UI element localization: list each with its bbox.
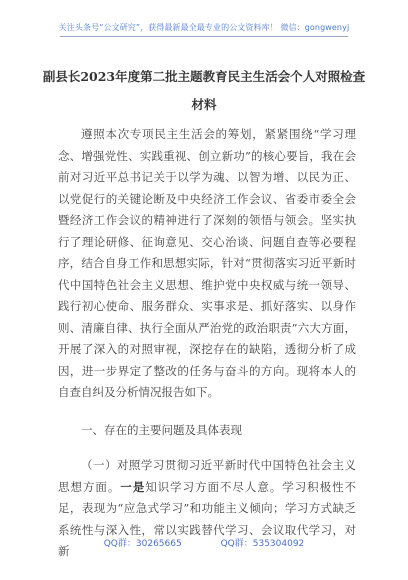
intro-paragraph: 遵照本次专项民主生活会的筹划，紧紧围绕“学习理念、增强党性、实践重视、创立新功”的核心要旨，我在会前对习近平总书记关于以学为魂、以智为增、以民为正、以党促行的关键论断及中央经济工作会议、省委市委全会暨经济工作会议的精神进行了深刻的领悟与领会。坚实执行了理论研修、征询意见、交心治谈、问题自查等必要程序，结合自身工作和思想实际，针对“贯彻落实习近平新时代中国特色社会主义思想、维护党中央权威与统一领导、践行初心使命、服务群众、实事求是、抓好落实、以身作则、清廉自律、执行全面从严治党的政治职责”六大方面，开展了深入的对照审视，深挖存在的缺陷，透彻分析了成因，进一步界定了整改的任务与奋斗的方向。现将本人的自查自纠及分析情况报告如下。	[58, 127, 356, 399]
section-heading: 一、存在的主要问题及具体表现	[81, 422, 242, 437]
footer-qq-group-2: QQ群：535304092	[220, 539, 305, 549]
document-body	[58, 124, 356, 563]
header-banner: 关注头条号“公文研究”，获得最新最全最专业的公文资料库！ 微信：gongwenyj	[58, 23, 350, 32]
header-divider	[60, 36, 348, 37]
point-label: 一是	[120, 479, 146, 494]
footer-contacts	[0, 536, 408, 549]
footer-qq-group-1: QQ群：30265665	[103, 539, 182, 549]
point-text: 知识学习方面不尽人意。学习积极性不足，表现为“应急式学习”和功能主义倾向；学习方式缺乏系统性与深入性，常以实践替代学习、会议取代学习，对新	[58, 479, 357, 558]
subsection-heading: （一）对照学习贯彻习近平新时代中国特色社会主义思想方面。	[58, 458, 356, 494]
document-title: 副县长2023年度第二批主题教育民主生活会个人对照检查材料	[42, 69, 366, 112]
